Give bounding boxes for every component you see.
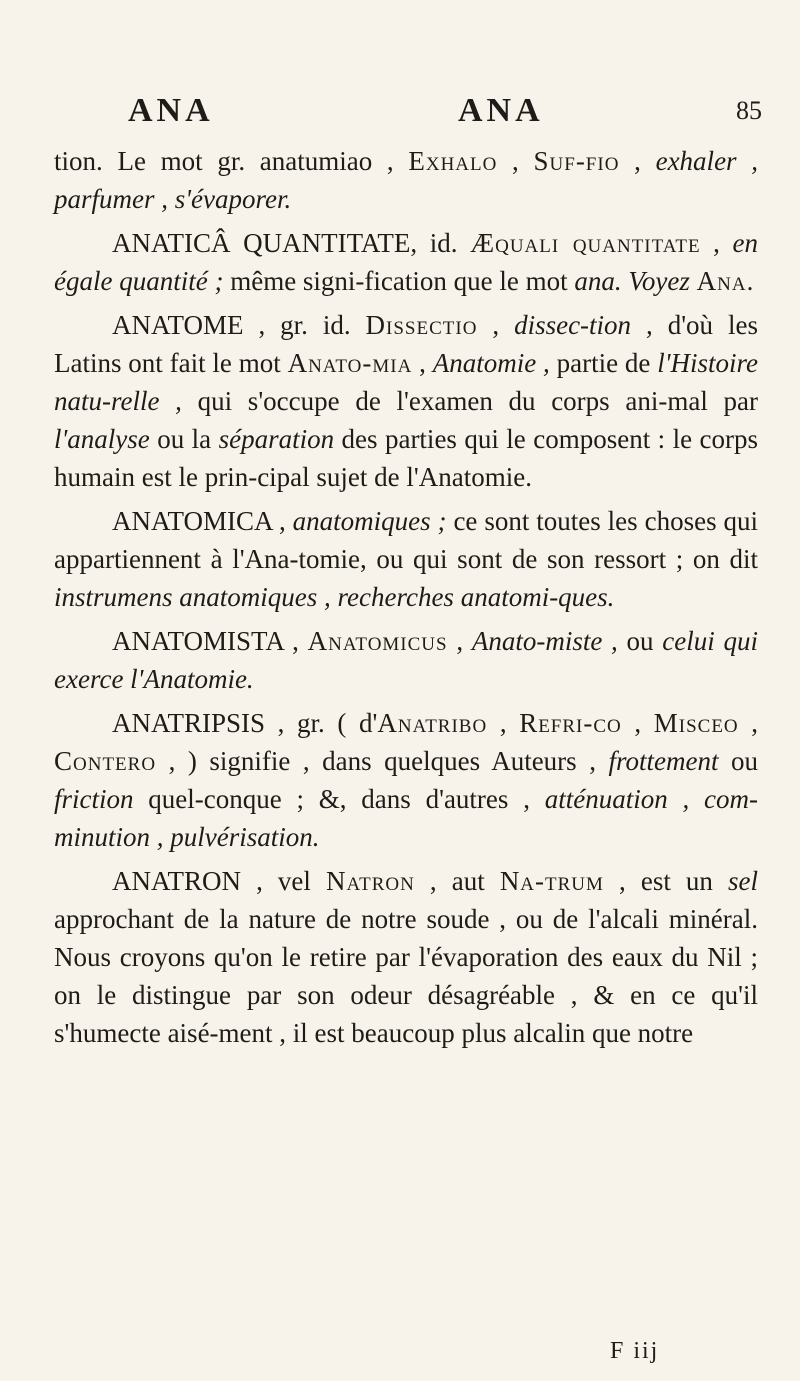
dictionary-text [54,142,758,1058]
text-run: atténuation , com-minution , pulvérisation. [54,784,758,852]
text-run: Na-trum [499,866,604,896]
text-run: séparation [218,424,335,454]
text-run: , ) signifie , dans quelques Auteurs , [156,746,609,776]
entry-anatica [54,224,758,300]
text-run: Ana [696,266,747,296]
entry-anatomica [54,502,758,616]
text-run: , aut [414,866,500,896]
text-run: Voyez [628,266,690,296]
text-run: quel-conque ; &, dans d'autres , [133,784,545,814]
text-run: , [477,310,515,340]
text-run: ce sont toutes les choses qui appartiennent à l'Ana-tomie, ou qui sont de son ressort ; on dit [54,506,758,574]
text-run: , [497,146,534,176]
text-run: Anato-mia [287,348,413,378]
header-left-word: ANA [128,92,214,129]
entry-anatome [54,306,758,496]
running-header [128,92,762,136]
text-run: Suf-fio [533,146,620,176]
text-run: ou [617,626,663,656]
text-run: celui qui exerce l'Anatomie. [54,626,759,694]
text-run: Dissectio [365,310,478,340]
text-run: ANATOMICA , [112,506,293,536]
text-run: tion. Le mot gr. anatumiao , [54,146,409,176]
entry-anatripsis [54,704,758,856]
text-run: instrumens anatomiques , recherches anatomi-ques. [54,582,615,612]
text-run: approchant de la nature de notre soude , ou de l'alcali minéral. Nous croyons qu'on le retire par l'évaporation des eaux du Nil ; on le distingue par son odeur désagréable , & en ce qu'il s'humecte aisé-ment , il est beaucoup plus alcalin que notre [54,904,758,1048]
text-run: Misceo [653,708,739,738]
text-run: , [412,348,433,378]
text-run: qui s'occupe de l'examen du corps ani-mal par [181,386,758,416]
text-run: ANATOMISTA , [112,626,308,656]
text-run [690,266,697,296]
text-run: des parties qui le composent : le corps humain est le prin-cipal sujet de l'Anatomie. [54,424,758,492]
text-run: l'Histoire natu-relle , [54,348,759,416]
text-run: ANATRON , vel [112,866,326,896]
text-run: même signi-fication que le mot [223,266,575,296]
text-run: Æquali quantitate [470,228,701,258]
text-run: ana. [574,266,622,296]
text-run: Anatribo [377,708,488,738]
text-run: d'où les Latins ont fait le mot [54,310,758,378]
text-run: , [621,708,654,738]
text-run: Contero [54,746,157,776]
text-run: , est un [603,866,728,896]
text-run: sel [727,866,758,896]
signature-mark: F iij [610,1338,660,1364]
text-run: ou la [149,424,219,454]
text-run: Anato-miste , [471,626,618,656]
text-run: . [746,266,754,296]
text-run: , [487,708,520,738]
text-run: Anatomicus [307,626,448,656]
text-run: frottement [608,746,719,776]
entry-anatron [54,862,758,1052]
entry-continuation [54,142,758,218]
text-run: ANATICÂ QUANTITATE, id. [112,228,471,258]
text-run: ANATRIPSIS , gr. ( d' [112,708,378,738]
entry-anatomista [54,622,758,698]
text-run: Natron [325,866,415,896]
text-run: anatomiques ; [292,506,447,536]
page-number: 85 [736,96,762,125]
text-run: Refri-co [519,708,622,738]
text-run: friction [54,784,134,814]
text-run: l'analyse [54,424,150,454]
text-run: en égale quantité ; [54,228,759,296]
text-run: ANATOME , gr. id. [112,310,366,340]
text-run: , [738,708,759,738]
text-run: , [619,146,656,176]
text-run: exhaler , parfumer , s'évaporer. [54,146,759,214]
text-run: partie de [549,348,658,378]
text-run: dissec-tion , [514,310,653,340]
header-right-word: ANA [458,92,544,129]
text-run: Anatomie , [432,348,550,378]
text-run: , [447,626,472,656]
text-run: , [700,228,733,258]
text-run: Exhalo [408,146,498,176]
text-run: ou [718,746,758,776]
